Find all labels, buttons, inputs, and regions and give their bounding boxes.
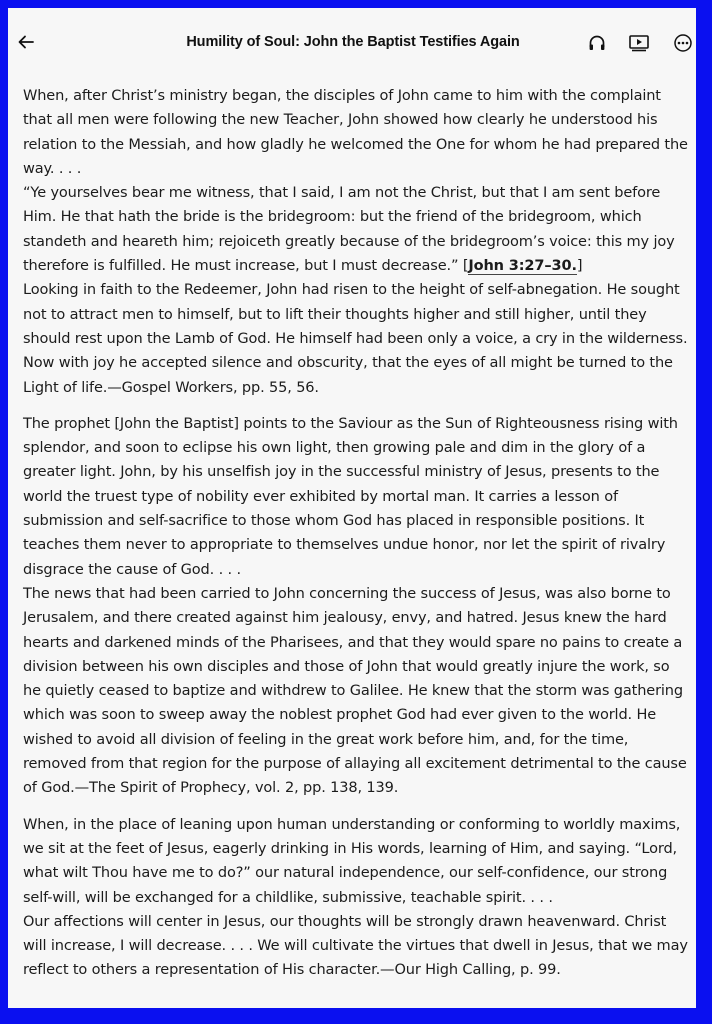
top-bar	[8, 8, 696, 68]
paragraph: The news that had been carried to John concerning the success of Jesus, was also borne to Jerusalem, and there created against him jealousy, envy, and hatred. Jesus knew the hard hearts and darkened minds of the Pharisees, and that they would spare no pains to create a division between his own disciples and those of John that would greatly injure the work, so he quietly ceased to baptize and withdrew to Galilee. He knew that the storm was gathering which was soon to sweep away the noblest prophet God had ever given to the world. He wished to avoid all division of feeling in the great work before him, and, for the time, removed from that region for the purpose of allaying all excitement detrimental to the cause of God.—The Spirit of Prophecy, vol. 2, pp. 138, 139.	[23, 584, 687, 797]
listen-button[interactable]	[584, 30, 610, 56]
paragraph: Looking in faith to the Redeemer, John had risen to the height of self-abnegation. He sought not to attract men to himself, but to lift their thoughts higher and still higher, until they should rest upon the Lamb of God. He himself had been only a voice, a cry in the wilderness. Now with joy he accepted silence and obscurity, that the eyes of all might be turned to the Light of life.—Gospel Workers, pp. 55, 56.	[23, 281, 688, 396]
paragraph-text: ]	[576, 257, 583, 275]
page-title: Humility of Soul: John the Baptist Testifies Again	[186, 34, 520, 50]
arrow-left-icon	[17, 33, 35, 51]
paragraph: The prophet [John the Baptist] points to the Saviour as the Sun of Righteousness rising with splendor, and soon to eclipse his own light, then growing pale and dim in the glory of a greater light. John, by his unselfish joy in the successful ministry of Jesus, presents to the world the truest type of nobility ever exhibited by mortal man. It carries a lesson of submission and self-sacrifice to those whom God has placed in responsible positions. It teaches them never to appropriate to themselves undue honor, nor let the spirit of rivalry disgrace the cause of God. . . .	[23, 414, 678, 578]
reader-window	[8, 8, 696, 1008]
headphones-icon	[587, 33, 607, 53]
reading-content	[23, 84, 691, 983]
paragraph-text: “Ye yourselves bear me witness, that I said, I am not the Christ, but that I am sent before Him. He that hath the bride is the bridegroom: but the friend of the bridegroom, which standeth and heareth him; rejoiceth greatly because of the bridegroom’s voice: this my joy therefore is fulfilled. He must increase, but I must decrease.” [	[23, 184, 675, 275]
back-button[interactable]	[14, 30, 38, 54]
paragraph: When, in the place of leaning upon human understanding or conforming to worldly maxims, we sit at the feet of Jesus, eagerly drinking in His words, learning of Him, and saying. “Lord, what wilt Thou have me to do?” our natural independence, our self-confidence, our strong self-will, will be exchanged for a childlike, submissive, teachable spirit. . . .	[23, 815, 681, 906]
paragraph: Our affections will center in Jesus, our thoughts will be strongly drawn heavenward. Christ will increase, I will decrease. . . . We will cultivate the virtues that dwell in Jesus, that we may reflect to others a representation of His character.—Our High Calling, p. 99.	[23, 912, 688, 979]
video-button[interactable]	[626, 30, 652, 56]
scripture-reference-link[interactable]: John 3:27–30.	[468, 257, 577, 275]
paragraph: When, after Christ’s ministry began, the disciples of John came to him with the complaint that all men were following the new Teacher, John showed how clearly he understood his relation to the Messiah, and how gladly he welcomed the One for whom he had prepared the way. . . .	[23, 87, 688, 177]
more-options-button[interactable]	[670, 30, 696, 56]
paragraph	[23, 181, 691, 278]
more-options-icon	[673, 33, 693, 53]
play-video-icon	[628, 33, 650, 53]
